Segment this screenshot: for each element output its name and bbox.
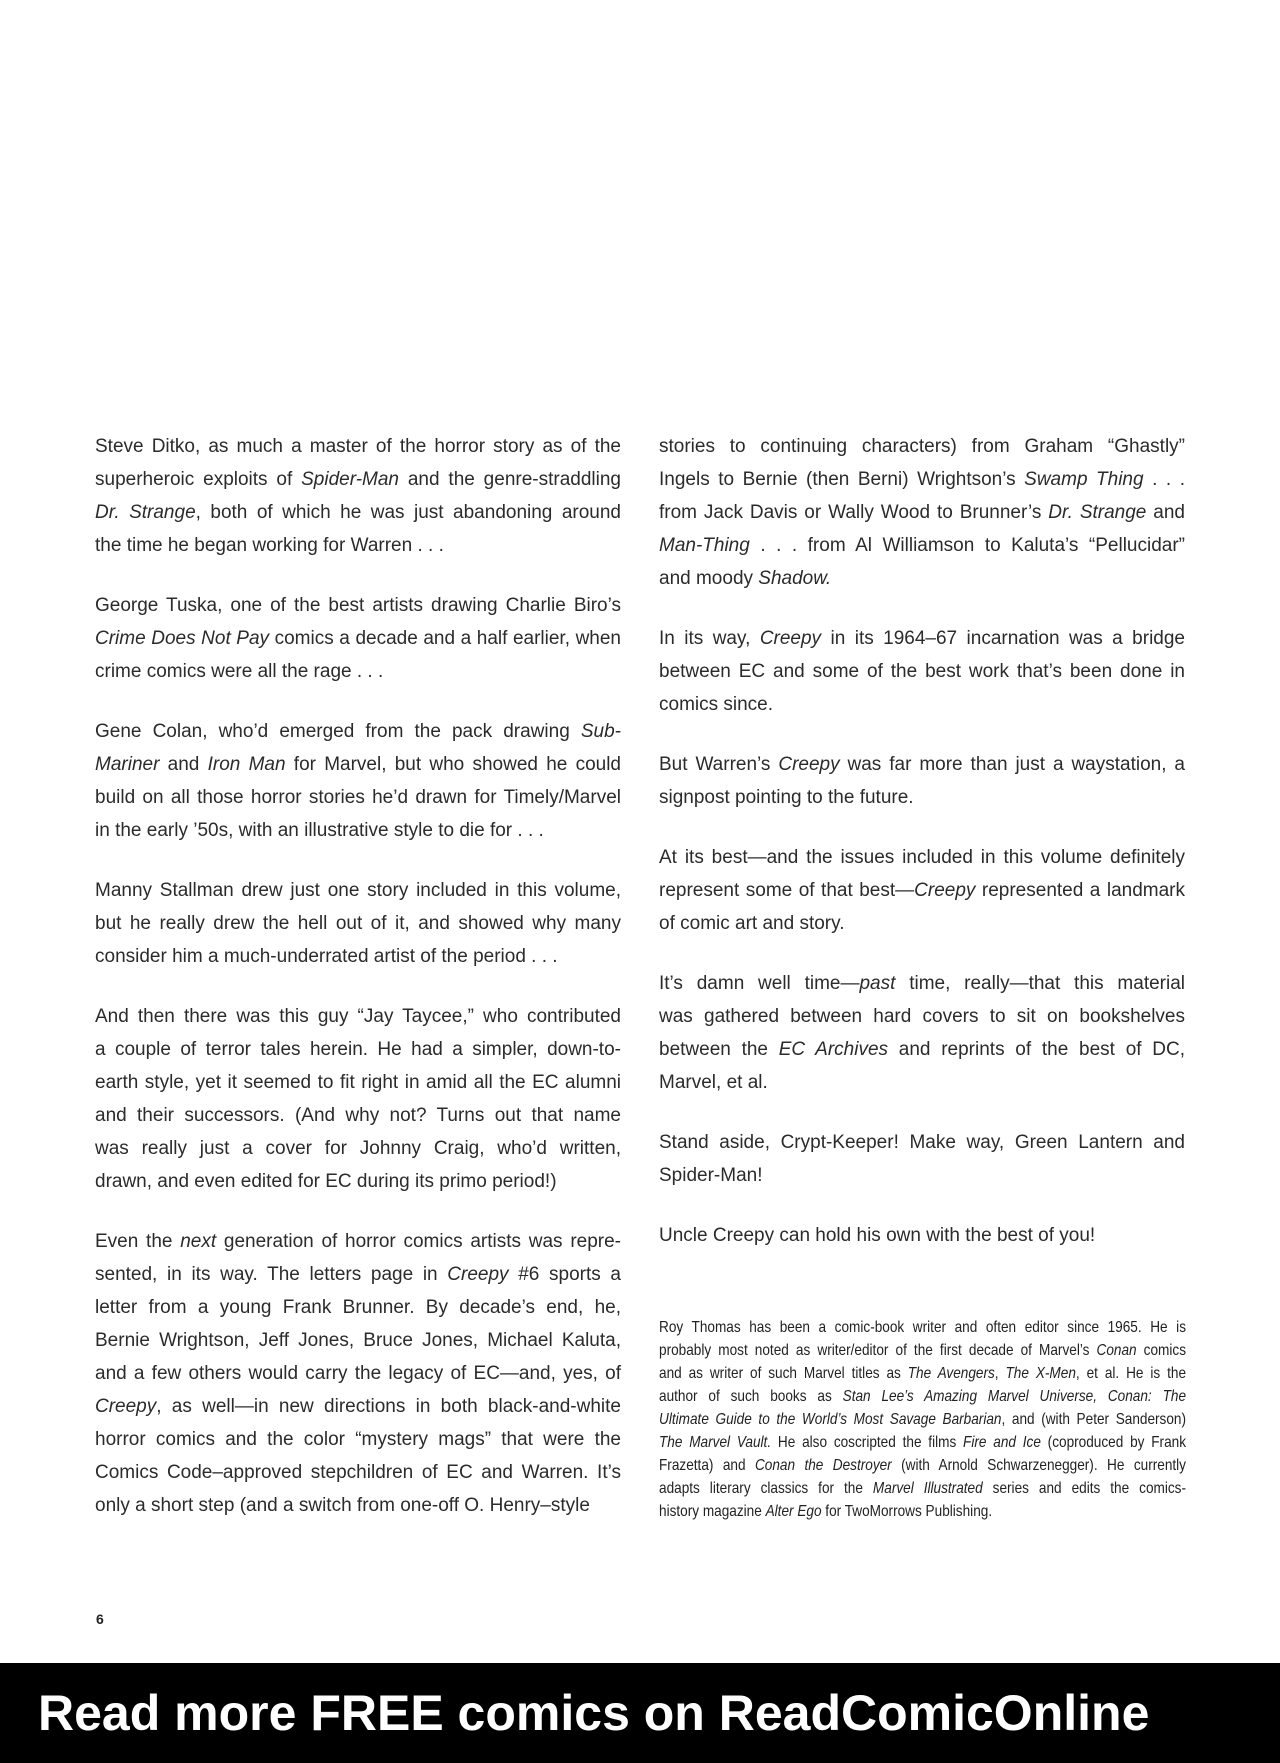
text-segment: Uncle Creepy can hold his own with the best of you! [659,1225,1096,1246]
text-segment: horror comics and the color “mystery mags” that were the [95,1429,621,1450]
paragraph [659,748,1185,814]
text-segment: build on all those horror stories he’d drawn for Timely/Marvel [95,787,621,808]
text-segment: Comics Code–approved stepchildren of EC and Warren. It’s [95,1462,621,1483]
italic-title: past [859,973,896,994]
text-segment: represent some of that best— [659,880,915,901]
text-line [659,1126,1185,1159]
text-segment: for TwoMorrows Publishing. [821,1503,993,1520]
text-segment: for Marvel, but who showed he could [285,754,621,775]
text-segment: signpost pointing to the future. [659,787,914,808]
italic-title: Crime Does Not Pay [95,628,270,649]
text-line [659,1477,1186,1500]
text-line [659,781,1185,814]
text-segment: Spider-Man! [659,1165,763,1186]
text-segment: and as writer of such Marvel titles as [659,1365,908,1382]
text-line [95,715,621,748]
text-line [659,529,1185,562]
text-line [95,1456,621,1489]
text-line [95,496,621,529]
text-segment: . . . from Al Williamson to Kaluta’s “Pellucidar” [749,535,1185,556]
text-segment: only a short step (and a switch from one-off O. Henry–style [95,1495,590,1516]
text-segment: , as well—in new directions in both black-and-white [156,1396,621,1417]
text-segment: . . . [1143,469,1185,490]
text-segment: and a few others would carry the legacy of EC—and, yes, of [95,1363,621,1384]
paragraph [95,1000,621,1198]
text-segment: of comic art and story. [659,913,845,934]
right-column [659,430,1185,1279]
text-segment: and [159,754,208,775]
text-segment: , [994,1365,1006,1382]
text-segment: stories to continuing characters) from Graham “Ghastly” [659,436,1185,457]
text-line [95,1390,621,1423]
italic-title: Sub- [580,721,621,742]
text-segment: comics [1136,1342,1186,1359]
italic-title: Ultimate Guide to the World’s Most Savage Barbarian [659,1411,1002,1428]
italic-title: Iron Man [207,754,286,775]
italic-title: Creepy [447,1264,509,1285]
text-segment: author of such books as [659,1388,843,1405]
italic-title: Stan Lee’s Amazing Marvel Universe, Conan: The [842,1388,1187,1405]
promo-banner-text[interactable]: Read more FREE comics on ReadComicOnline [38,1685,1150,1741]
text-segment: (with Arnold Schwarzenegger). He currently [891,1457,1186,1474]
text-segment: In its way, [659,628,760,649]
italic-title: Alter Ego [765,1503,822,1520]
italic-title: Creepy [95,1396,157,1417]
text-segment: and [1146,502,1185,523]
text-segment: , and (with Peter Sanderson) [1001,1411,1187,1428]
text-segment: time, really—that this material [895,973,1185,994]
text-segment: a couple of terror tales herein. He had a simpler, down-to- [95,1039,621,1060]
italic-title: Creepy [778,754,840,775]
text-segment: comics a decade and a half earlier, when [269,628,621,649]
text-line [95,1033,621,1066]
italic-title: EC Archives [778,1039,889,1060]
text-line [659,1159,1185,1192]
italic-title: Creepy [759,628,822,649]
text-segment: the time he began working for Warren . . . [95,535,444,556]
text-line [95,1099,621,1132]
italic-title: Dr. Strange [1048,502,1147,523]
text-segment: But Warren’s [659,754,779,775]
italic-title: Mariner [95,754,160,775]
text-line [95,1489,621,1522]
text-segment: from Jack Davis or Wally Wood to Brunner’s [659,502,1049,523]
italic-title: The X-Men [1005,1365,1076,1382]
paragraph [95,874,621,973]
text-segment: was really just a cover for Johnny Craig, who’d written, [95,1138,621,1159]
text-segment: letter from a young Frank Brunner. By decade’s end, he, [95,1297,621,1318]
text-line [659,1339,1186,1362]
text-segment: , both of which he was just abandoning around [195,502,621,523]
text-line [95,907,621,940]
text-segment: It’s damn well time— [659,973,860,994]
text-line [95,1132,621,1165]
text-segment: sented, in its way. The letters page in [95,1264,448,1285]
text-line [95,622,621,655]
italic-title: Swamp Thing [1024,469,1144,490]
text-segment: was gathered between hard covers to sit on bookshelves [659,1006,1185,1027]
text-segment: Frazetta) and [659,1457,755,1474]
text-line [659,874,1185,907]
text-segment: comics since. [659,694,774,715]
paragraph [95,430,621,562]
text-segment: probably most noted as writer/editor of the first decade of Marvel’s [659,1342,1097,1359]
text-segment: generation of horror comics artists was repre- [216,1231,621,1252]
italic-title: The Avengers [907,1365,995,1382]
text-line [659,1500,1186,1523]
paragraph [659,430,1185,595]
paragraph [659,967,1185,1099]
text-line [95,430,621,463]
italic-title: Spider-Man [301,469,399,490]
text-segment: earth style, yet it seemed to fit right in amid all the EC alumni [95,1072,621,1093]
text-segment: and their successors. (And why not? Turns out that name [95,1105,621,1126]
text-segment: Even the [95,1231,181,1252]
italic-title: Conan [1096,1342,1137,1359]
paragraph [659,841,1185,940]
text-line [95,1324,621,1357]
text-segment: (coproduced by Frank [1040,1434,1186,1451]
text-line [95,1357,621,1390]
text-segment: At its best—and the issues included in this volume definitely [659,847,1185,868]
text-line [95,1225,621,1258]
text-line [659,1000,1185,1033]
italic-title: Shadow. [758,568,832,589]
text-line [95,874,621,907]
text-line [95,463,621,496]
italic-title: The Marvel Vault. [659,1434,772,1451]
italic-title: Fire and Ice [963,1434,1041,1451]
paragraph [95,589,621,688]
text-segment: between EC and some of the best work that’s been done in [659,661,1185,682]
text-segment: Roy Thomas has been a comic-book writer and often editor since 1965. He is [659,1319,1186,1336]
text-line [659,562,1185,595]
text-line [659,688,1185,721]
text-segment: was far more than just a waystation, a [839,754,1185,775]
text-line [95,655,621,688]
text-segment: Bernie Wrightson, Jeff Jones, Bruce Jones, Michael Kaluta, [95,1330,621,1351]
text-line [659,841,1185,874]
text-line [95,781,621,814]
text-segment: Ingels to Bernie (then Berni) Wrightson’s [659,469,1025,490]
text-segment: in the early ’50s, with an illustrative style to die for . . . [95,820,544,841]
paragraph [95,1225,621,1522]
italic-title: Conan the Destroyer [754,1457,892,1474]
text-line [659,430,1185,463]
italic-title: Marvel Illustrated [872,1480,983,1497]
text-line [95,1000,621,1033]
text-line [95,940,621,973]
text-line [659,1408,1186,1431]
text-segment: #6 sports a [508,1264,621,1285]
text-segment: , et al. He is the [1075,1365,1187,1382]
text-line [95,1291,621,1324]
text-segment: Marvel, et al. [659,1072,768,1093]
text-segment: superheroic exploits of [95,469,302,490]
paragraph [95,715,621,847]
text-line [659,1219,1185,1252]
text-segment: Steve Ditko, as much a master of the horror story as of the [95,436,621,457]
author-bio [659,1316,1186,1523]
left-column [95,430,621,1549]
text-segment: crime comics were all the rage . . . [95,661,384,682]
italic-title: Creepy [914,880,976,901]
text-segment: but he really drew the hell out of it, and showed why many [95,913,621,934]
paragraph [659,1126,1185,1192]
text-segment: and the genre-straddling [399,469,621,490]
text-segment: drawn, and even edited for EC during its primo period!) [95,1171,557,1192]
italic-title: Dr. Strange [95,502,196,523]
text-line [659,1431,1186,1454]
text-line [659,655,1185,688]
text-line [95,1258,621,1291]
italic-title: next [180,1231,217,1252]
text-line [659,1066,1185,1099]
text-line [95,814,621,847]
text-segment: in its 1964–67 incarnation was a bridge [821,628,1185,649]
text-line [659,1033,1185,1066]
paragraph [659,622,1185,721]
text-line [659,1362,1186,1385]
text-segment: consider him a much-underrated artist of the period . . . [95,946,558,967]
text-line [659,748,1185,781]
text-segment: George Tuska, one of the best artists drawing Charlie Biro’s [95,595,621,616]
text-segment: series and edits the comics- [982,1480,1187,1497]
text-line [659,496,1185,529]
text-segment: represented a landmark [975,880,1185,901]
text-line [95,1423,621,1456]
paragraph [659,1219,1185,1252]
text-segment: adapts literary classics for the [659,1480,873,1497]
text-line [95,1066,621,1099]
text-segment: and reprints of the best of DC, [888,1039,1186,1060]
text-segment: Gene Colan, who’d emerged from the pack drawing [95,721,581,742]
text-line [659,463,1185,496]
text-line [95,529,621,562]
text-segment: And then there was this guy “Jay Taycee,” who contributed [95,1006,621,1027]
text-segment: history magazine [659,1503,766,1520]
text-segment: Stand aside, Crypt-Keeper! Make way, Green Lantern and [659,1132,1185,1153]
text-line [659,1454,1186,1477]
text-line [659,907,1185,940]
text-segment: between the [659,1039,779,1060]
text-segment: and moody [659,568,759,589]
text-line [95,748,621,781]
text-segment: Manny Stallman drew just one story included in this volume, [95,880,621,901]
page-number: 6 [96,1611,104,1627]
promo-banner[interactable] [0,1663,1280,1763]
text-segment: He also coscripted the films [771,1434,964,1451]
text-line [659,1316,1186,1339]
text-line [659,622,1185,655]
italic-title: Man-Thing [659,535,750,556]
text-line [95,1165,621,1198]
text-line [659,967,1185,1000]
text-line [95,589,621,622]
text-line [659,1385,1186,1408]
